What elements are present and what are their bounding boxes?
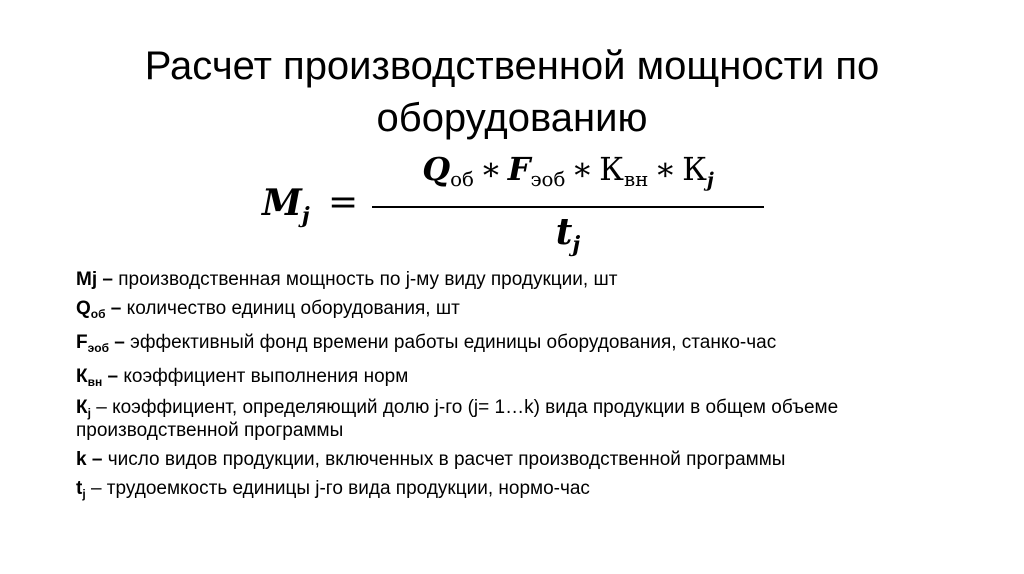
definition-item (76, 477, 956, 506)
definition-symbol: Mj (76, 269, 98, 290)
definition-text: коэффициент, определяющий долю j-го (j= 1…k) вида продукции в общем объеме производственной программы (76, 397, 839, 441)
num-q-subscript: об (450, 167, 474, 191)
definition-symbol: К (76, 366, 88, 387)
lhs-subscript: j (301, 203, 310, 229)
lhs-symbol: M (262, 182, 302, 224)
definition-subscript: вн (87, 375, 103, 389)
formula-denominator (368, 212, 768, 266)
equals-sign: = (328, 182, 359, 223)
fraction-line (372, 206, 764, 208)
definition-subscript: j (82, 487, 86, 501)
definition-symbol: t (76, 478, 83, 499)
definition-text: количество единиц оборудования, шт (121, 298, 460, 319)
definition-subscript: j (87, 406, 91, 420)
definition-symbol: К (76, 397, 88, 418)
den-symbol: t (555, 211, 573, 253)
num-kj-subscript: j (706, 168, 714, 192)
definition-dash: – (105, 298, 122, 319)
definitions-list (76, 268, 956, 511)
definition-item (76, 268, 956, 292)
multiply-sign-1: ∗ (479, 150, 502, 188)
formula-lhs (262, 183, 310, 237)
num-kvn-subscript: вн (623, 167, 649, 191)
definition-text: коэффициент выполнения норм (118, 366, 409, 387)
definition-item (76, 399, 956, 440)
num-kj-symbol: К (682, 150, 707, 188)
multiply-sign-2: ∗ (571, 150, 594, 188)
definition-symbol: k (76, 449, 87, 470)
multiply-sign-3: ∗ (654, 150, 677, 188)
definition-symbol: F (76, 332, 88, 353)
num-q-symbol: Q (422, 150, 451, 188)
definition-item (76, 297, 956, 326)
num-f-subscript: эоб (530, 167, 566, 191)
definition-symbol: Q (76, 298, 91, 319)
formula-numerator (368, 149, 768, 201)
num-f-symbol: F (507, 150, 531, 188)
definition-dash: – (102, 366, 119, 387)
definition-item (76, 365, 956, 394)
den-subscript: j (572, 232, 581, 258)
definition-text: трудоемкость единицы j-го вида продукции, нормо-час (101, 478, 590, 499)
slide-title: Расчет производственной мощности по оборудованию (144, 44, 880, 140)
definition-dash: – (108, 332, 125, 353)
definition-dash: – (90, 397, 107, 418)
capacity-formula (250, 145, 790, 265)
definition-text: число видов продукции, включенных в расчет производственной программы (102, 449, 786, 470)
num-kvn-symbol: К (599, 150, 624, 188)
definition-subscript: эоб (87, 341, 109, 355)
definition-dash: – (85, 478, 102, 499)
definition-text: эффективный фонд времени работы единицы оборудования, станко-час (124, 332, 777, 353)
definition-text: производственная мощность по j-му виду продукции, шт (112, 269, 618, 290)
definition-subscript: об (90, 307, 106, 321)
definition-dash: – (97, 269, 113, 290)
definition-dash: – (86, 449, 103, 470)
definition-item (76, 448, 956, 472)
definition-item (76, 331, 956, 360)
